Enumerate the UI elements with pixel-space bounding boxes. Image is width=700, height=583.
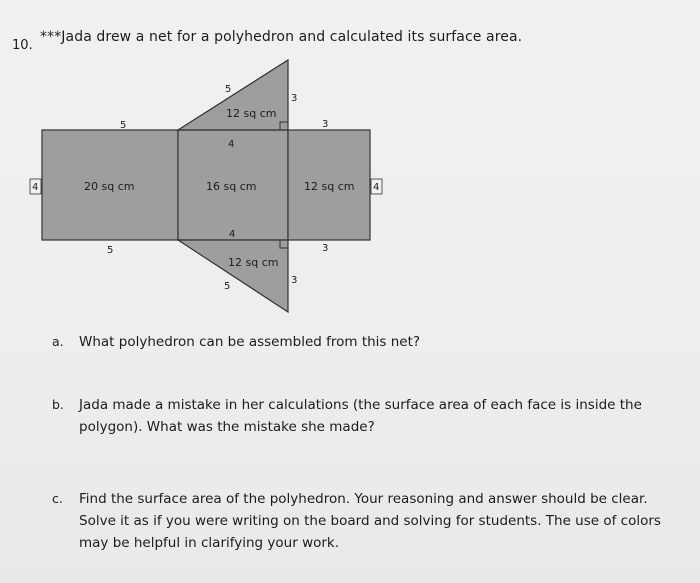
- left-rect-side-label: 4: [32, 182, 39, 193]
- bottom-triangle-face: [178, 240, 288, 312]
- question-c-letter: c.: [52, 491, 63, 506]
- question-a: [52, 331, 652, 353]
- center-rect-area-label: 16 sq cm: [206, 180, 257, 193]
- left-rect-bottom-label: 5: [107, 245, 114, 256]
- question-b-text: Jada made a mistake in her calculations (the surface area of each face is inside the polygon). What was the mistake she made?: [79, 397, 642, 435]
- top-triangle-leg-label: 3: [291, 93, 298, 104]
- top-triangle-area-label: 12 sq cm: [226, 107, 277, 120]
- problem-number: 10.: [12, 38, 33, 53]
- bottom-triangle-leg-label: 3: [291, 275, 298, 286]
- question-a-text: What polyhedron can be assembled from this net?: [79, 334, 421, 350]
- top-triangle-hyp-label: 5: [225, 84, 232, 95]
- question-c: [52, 488, 687, 554]
- right-rect-bottom-label: 3: [322, 243, 329, 254]
- center-rect-bottom-label: 4: [229, 229, 236, 240]
- right-rect-side-label: 4: [373, 182, 380, 193]
- bottom-triangle-area-label: 12 sq cm: [228, 256, 279, 269]
- right-rect-area-label: 12 sq cm: [304, 180, 355, 193]
- left-rect-area-label: 20 sq cm: [84, 180, 135, 193]
- bottom-triangle-hyp-label: 5: [224, 281, 231, 292]
- question-b: [52, 394, 652, 438]
- question-a-letter: a.: [52, 334, 64, 349]
- problem-title: ***Jada drew a net for a polyhedron and calculated its surface area.: [40, 29, 523, 45]
- question-b-letter: b.: [52, 397, 64, 412]
- left-rect-top-label: 5: [120, 120, 127, 131]
- right-rect-top-label: 3: [322, 119, 329, 130]
- question-c-text: Find the surface area of the polyhedron. Your reasoning and answer should be clear. Solve it as if you were writing on the board and solving for students. The use of colors may be helpful in clarifying your work.: [79, 491, 661, 551]
- center-rect-top-label: 4: [228, 139, 235, 150]
